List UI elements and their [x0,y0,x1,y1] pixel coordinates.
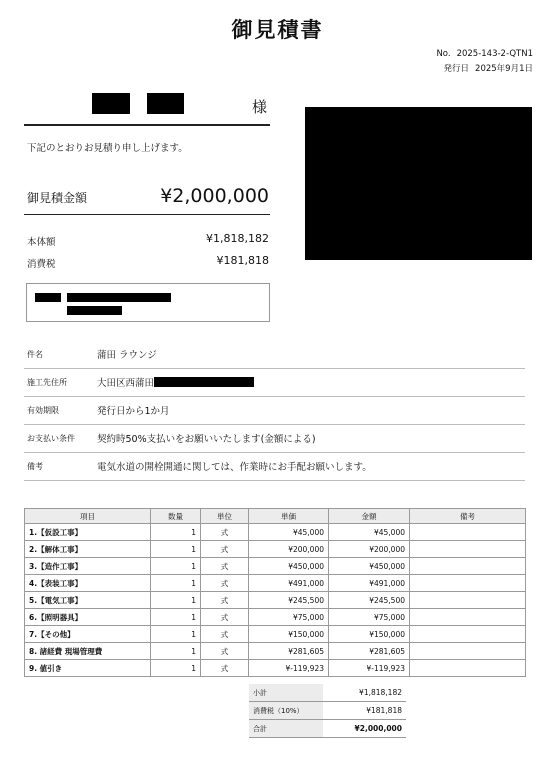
info-label: 有効期限 [27,405,59,415]
item-amount: ¥-119,923 [329,660,410,677]
item-name: 6.【照明器具】 [25,609,151,626]
item-unit: 式 [201,575,249,592]
item-qty: 1 [151,524,201,541]
info-value [97,375,254,389]
item-note [410,592,526,609]
tax-amount-label: 消費税 [27,259,56,270]
table-row [25,626,526,643]
recipient-honorific: 様 [252,98,268,116]
intro-text: 下記のとおりお見積り申し上げます。 [27,143,188,154]
item-amount: ¥200,000 [329,541,410,558]
base-amount-value: ¥1,818,182 [206,232,269,245]
item-unit: 式 [201,609,249,626]
item-name: 8. 諸経費 現場管理費 [25,643,151,660]
item-unit: 式 [201,541,249,558]
item-note [410,643,526,660]
tax-row [249,702,406,720]
info-value: 発行日から1か月 [97,406,170,417]
document-number-value: 2025-143-2-QTN1 [456,49,533,59]
info-label: 件名 [27,349,43,359]
item-name: 4.【表装工事】 [25,575,151,592]
item-price: ¥491,000 [249,575,329,592]
item-unit: 式 [201,660,249,677]
info-row-site-address [24,368,525,397]
table-row [25,609,526,626]
table-row [25,575,526,592]
amount-underline [24,214,270,215]
item-qty: 1 [151,592,201,609]
column-header-note: 備考 [410,509,526,524]
column-header-item: 項目 [25,509,151,524]
item-name: 3.【造作工事】 [25,558,151,575]
issue-date-label: 発行日 [443,64,470,74]
item-price: ¥150,000 [249,626,329,643]
item-price: ¥200,000 [249,541,329,558]
table-row [25,592,526,609]
item-name: 7.【その他】 [25,626,151,643]
item-name: 5.【電気工事】 [25,592,151,609]
subtotal-value: ¥1,818,182 [323,684,406,702]
column-header-amount: 金額 [329,509,410,524]
item-note [410,558,526,575]
redacted-recipient-name-2 [147,93,184,114]
redacted-site-address [154,377,254,387]
redacted-recipient-name-1 [92,93,130,114]
info-value-text: 大田区西蒲田 [97,378,155,389]
item-note [410,524,526,541]
line-items-table [24,508,526,677]
table-header-row [25,509,526,524]
item-amount: ¥245,500 [329,592,410,609]
item-qty: 1 [151,660,201,677]
item-amount: ¥150,000 [329,626,410,643]
redacted-address-1 [35,293,61,302]
redacted-address-3 [67,306,122,315]
item-amount: ¥45,000 [329,524,410,541]
issue-date-value: 2025年9月1日 [475,64,533,74]
tax-value: ¥181,818 [323,702,406,720]
item-name: 9. 値引き [25,660,151,677]
item-unit: 式 [201,524,249,541]
column-header-qty: 数量 [151,509,201,524]
info-value: 契約時50%支払いをお願いいたします(金額による) [97,434,316,445]
item-note [410,541,526,558]
total-amount-value: ¥2,000,000 [160,185,269,207]
info-row-remarks [24,452,525,481]
item-name: 1.【仮設工事】 [25,524,151,541]
document-number-label: No. [436,49,451,59]
issue-date [436,62,533,77]
tax-label: 消費税（10%） [249,702,323,720]
item-amount: ¥75,000 [329,609,410,626]
recipient-underline [24,124,270,126]
item-qty: 1 [151,558,201,575]
item-qty: 1 [151,643,201,660]
info-label: 施工先住所 [27,377,67,387]
item-qty: 1 [151,626,201,643]
info-value: 蒲田 ラウンジ [97,350,157,361]
item-name: 2.【解体工事】 [25,541,151,558]
table-row [25,660,526,677]
item-price: ¥-119,923 [249,660,329,677]
item-note [410,575,526,592]
document-title: 御見積書 [231,18,324,42]
table-row [25,524,526,541]
tax-amount-value: ¥181,818 [216,254,269,267]
grand-total-label: 合計 [249,720,323,738]
item-qty: 1 [151,609,201,626]
info-row-payment-terms [24,424,525,453]
totals-table [249,684,406,738]
table-row [25,541,526,558]
redacted-address-2 [67,293,171,302]
item-note [410,626,526,643]
info-row-subject [24,340,525,369]
info-value: 電気水道の開栓開通に関しては、作業時にお手配お願いします。 [97,462,372,473]
info-label: 備考 [27,461,43,471]
column-header-price: 単価 [249,509,329,524]
item-price: ¥75,000 [249,609,329,626]
item-amount: ¥450,000 [329,558,410,575]
grand-total-value: ¥2,000,000 [323,720,406,738]
total-amount-label: 御見積金額 [27,191,88,205]
item-unit: 式 [201,558,249,575]
item-price: ¥450,000 [249,558,329,575]
address-box [26,283,270,322]
table-row [25,643,526,660]
item-price: ¥281,605 [249,643,329,660]
subtotal-label: 小計 [249,684,323,702]
document-meta [436,47,533,77]
grand-total-row [249,720,406,738]
item-price: ¥45,000 [249,524,329,541]
item-price: ¥245,500 [249,592,329,609]
item-note [410,660,526,677]
subtotal-row [249,684,406,702]
info-label: お支払い条件 [27,433,75,443]
item-unit: 式 [201,592,249,609]
item-amount: ¥281,605 [329,643,410,660]
info-section [24,340,525,480]
table-row [25,558,526,575]
item-qty: 1 [151,575,201,592]
document-number [436,47,533,62]
item-unit: 式 [201,643,249,660]
item-qty: 1 [151,541,201,558]
item-unit: 式 [201,626,249,643]
info-row-validity [24,396,525,425]
redacted-company-stamp [305,107,532,260]
item-amount: ¥491,000 [329,575,410,592]
column-header-unit: 単位 [201,509,249,524]
base-amount-label: 本体額 [27,237,56,248]
item-note [410,609,526,626]
